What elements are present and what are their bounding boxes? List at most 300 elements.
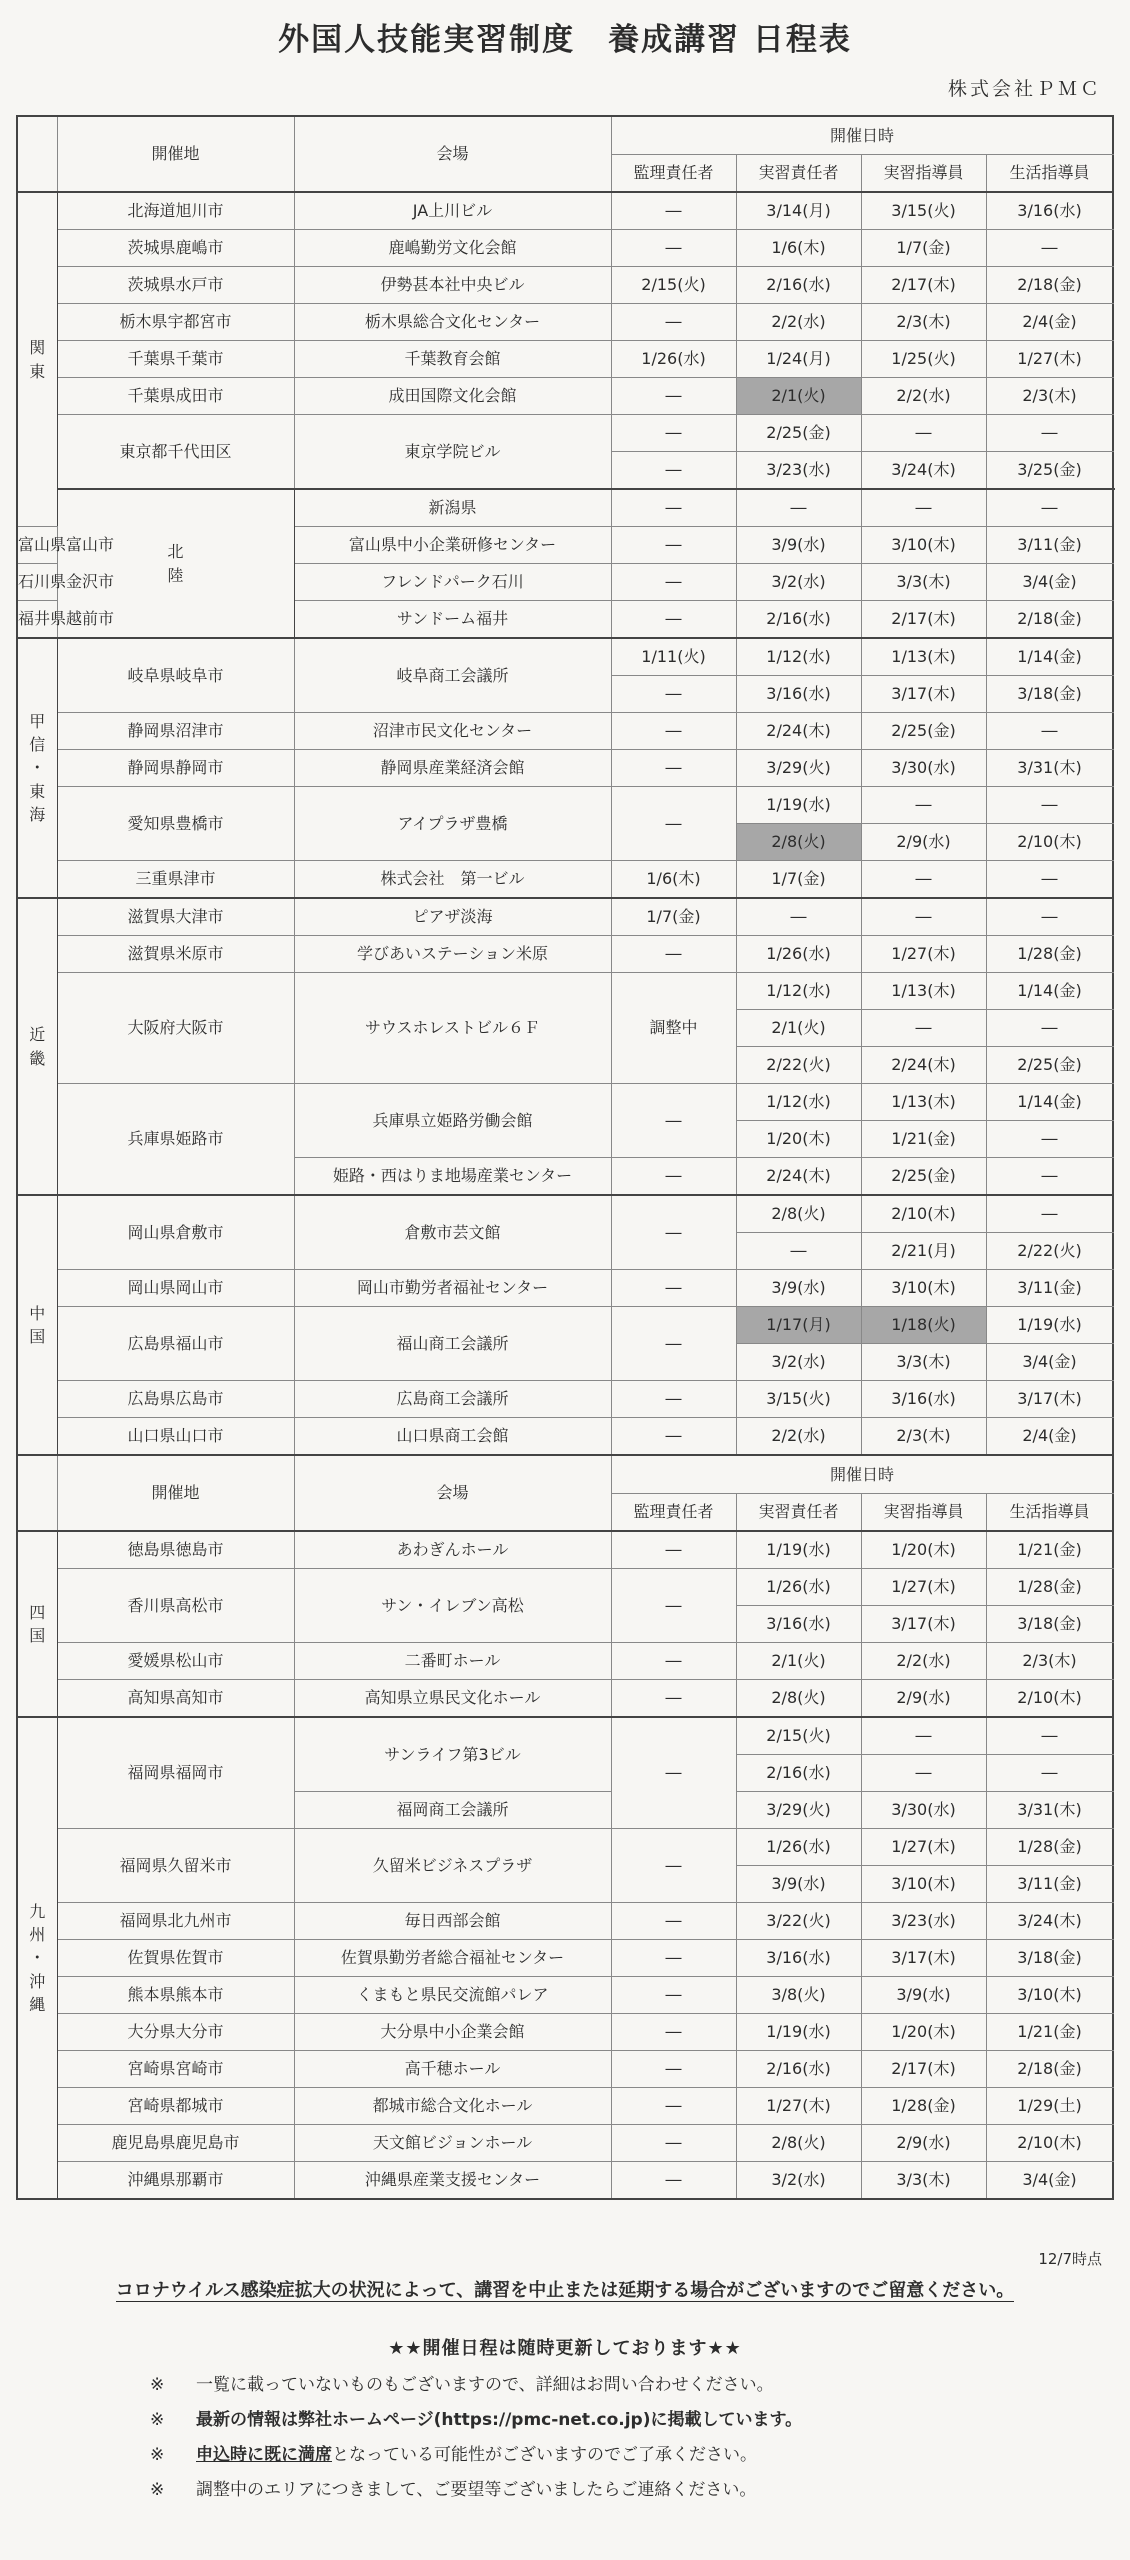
dash-cell: ―	[611, 1829, 736, 1903]
city-cell: 茨城県水戸市	[57, 267, 294, 304]
venue-cell: フレンドパーク石川	[294, 564, 611, 601]
date-cell: 2/17(木)	[861, 601, 986, 639]
date-cell: 2/15(火)	[736, 1717, 861, 1755]
dash-cell: ―	[861, 787, 986, 824]
date-cell: 3/2(水)	[736, 1344, 861, 1381]
header-role: 生活指導員	[986, 1494, 1113, 1532]
date-cell: 2/22(火)	[986, 1233, 1113, 1270]
dash-cell: ―	[861, 861, 986, 899]
header-venue-area: 開催地	[57, 1455, 294, 1531]
dash-cell: ―	[986, 1755, 1113, 1792]
city-cell: 滋賀県米原市	[57, 936, 294, 973]
date-cell: 3/15(火)	[736, 1381, 861, 1418]
dash-cell: ―	[611, 1195, 736, 1270]
date-cell: 3/18(金)	[986, 1606, 1113, 1643]
venue-cell: 東京学院ビル	[294, 415, 611, 490]
venue-cell: サウスホレストビル６Ｆ	[294, 973, 611, 1084]
dash-cell: ―	[611, 787, 736, 861]
note-item	[150, 2368, 1050, 2403]
date-cell: 2/1(火)	[736, 1643, 861, 1680]
dash-cell: ―	[986, 415, 1113, 452]
city-cell: 宮崎県宮崎市	[57, 2051, 294, 2088]
date-cell: 1/28(金)	[986, 936, 1113, 973]
date-cell: 3/17(木)	[861, 676, 986, 713]
venue-cell: ピアザ淡海	[294, 898, 611, 936]
date-cell: 1/6(木)	[611, 861, 736, 899]
date-cell: 2/18(金)	[986, 2051, 1113, 2088]
note-text-full: 申込時に既に満席	[196, 2445, 332, 2465]
date-cell-full: 2/1(火)	[736, 378, 861, 415]
note-item	[150, 2473, 1050, 2508]
city-cell: 新潟県	[294, 489, 611, 527]
venue-cell: 福岡商工会議所	[294, 1792, 611, 1829]
city-cell: 岡山県倉敷市	[57, 1195, 294, 1270]
date-cell: 1/29(土)	[986, 2088, 1113, 2125]
dash-cell: ―	[611, 1717, 736, 1829]
venue-cell: 高千穂ホール	[294, 2051, 611, 2088]
date-cell: 1/27(木)	[861, 936, 986, 973]
date-cell: 1/12(水)	[736, 973, 861, 1010]
date-cell-full: 1/17(月)	[736, 1307, 861, 1344]
dash-cell: ―	[986, 1010, 1113, 1047]
header-role: 実習責任者	[736, 1494, 861, 1532]
date-cell: 3/11(金)	[986, 1270, 1113, 1307]
city-cell: 富山県富山市	[17, 527, 57, 564]
dash-cell: ―	[611, 2014, 736, 2051]
date-cell: 3/10(木)	[986, 1977, 1113, 2014]
note-mark: ※	[150, 2375, 165, 2395]
date-cell: 2/18(金)	[986, 601, 1113, 639]
dash-cell: ―	[986, 1195, 1113, 1233]
city-cell: 栃木県宇都宮市	[57, 304, 294, 341]
dash-cell: ―	[611, 1569, 736, 1643]
region-label: 関 東	[17, 192, 57, 527]
date-cell: 3/25(金)	[986, 452, 1113, 490]
venue-cell: 大分県中小企業会館	[294, 2014, 611, 2051]
date-cell: 1/27(木)	[861, 1829, 986, 1866]
note-text: となっている可能性がございますのでご了承ください。	[332, 2445, 757, 2465]
date-cell: 3/9(水)	[861, 1977, 986, 2014]
header-role: 監理責任者	[611, 155, 736, 193]
date-cell: 3/22(火)	[736, 1903, 861, 1940]
date-cell: 2/10(木)	[986, 824, 1113, 861]
city-cell: 大分県大分市	[57, 2014, 294, 2051]
date-cell: 1/25(火)	[861, 341, 986, 378]
dash-cell: ―	[611, 2162, 736, 2200]
date-cell: 3/9(水)	[736, 1270, 861, 1307]
city-cell: 静岡県静岡市	[57, 750, 294, 787]
dash-cell: ―	[611, 936, 736, 973]
date-cell: 3/9(水)	[736, 1866, 861, 1903]
dash-cell: ―	[611, 564, 736, 601]
date-cell: 3/16(水)	[736, 1940, 861, 1977]
page-title: 外国人技能実習制度 養成講習 日程表	[278, 22, 852, 58]
venue-cell: 久留米ビジネスプラザ	[294, 1829, 611, 1903]
dash-cell: ―	[611, 1158, 736, 1196]
date-cell: 1/27(木)	[736, 2088, 861, 2125]
dash-cell: ―	[611, 1680, 736, 1718]
venue-cell: サンドーム福井	[294, 601, 611, 639]
notes-list	[150, 2368, 1050, 2508]
date-cell: 3/17(木)	[861, 1940, 986, 1977]
date-cell: 1/27(木)	[861, 1569, 986, 1606]
dash-cell: ―	[736, 898, 861, 936]
note-item	[150, 2438, 1050, 2473]
date-cell: 3/18(金)	[986, 1940, 1113, 1977]
date-cell: 2/16(水)	[736, 267, 861, 304]
date-cell: 1/19(水)	[986, 1307, 1113, 1344]
city-cell: 愛媛県松山市	[57, 1643, 294, 1680]
venue-cell: 岐阜商工会議所	[294, 638, 611, 713]
dash-cell: ―	[611, 676, 736, 713]
date-cell: 3/4(金)	[986, 2162, 1113, 2200]
dash-cell: ―	[611, 230, 736, 267]
date-cell: 3/2(水)	[736, 564, 861, 601]
dash-cell: ―	[736, 489, 861, 527]
dash-cell: ―	[861, 1010, 986, 1047]
date-cell: 2/9(水)	[861, 2125, 986, 2162]
date-cell: 3/16(水)	[861, 1381, 986, 1418]
dash-cell: ―	[861, 1717, 986, 1755]
date-cell: 2/25(金)	[861, 713, 986, 750]
date-cell: 2/2(水)	[861, 1643, 986, 1680]
date-cell: 3/11(金)	[986, 527, 1113, 564]
update-banner: ★★開催日程は随時更新しております★★	[388, 2338, 742, 2359]
venue-cell: あわぎんホール	[294, 1531, 611, 1569]
city-cell: 高知県高知市	[57, 1680, 294, 1718]
dash-cell: ―	[611, 452, 736, 490]
header-role: 実習指導員	[861, 155, 986, 193]
date-cell: 2/17(木)	[861, 2051, 986, 2088]
date-cell: 3/3(木)	[861, 1344, 986, 1381]
date-cell: 3/24(木)	[861, 452, 986, 490]
venue-cell: くまもと県民交流館パレア	[294, 1977, 611, 2014]
dash-cell: ―	[611, 1307, 736, 1381]
date-cell: 2/15(火)	[611, 267, 736, 304]
venue-cell: JA上川ビル	[294, 192, 611, 230]
date-cell: 1/24(月)	[736, 341, 861, 378]
dash-cell: ―	[611, 1270, 736, 1307]
region-label: 九 州 ・ 沖 縄	[17, 1717, 57, 2199]
dash-cell: ―	[611, 527, 736, 564]
city-cell: 広島県福山市	[57, 1307, 294, 1381]
date-cell: 2/25(金)	[736, 415, 861, 452]
dash-cell: ―	[986, 898, 1113, 936]
header-venue: 会場	[294, 1455, 611, 1531]
venue-cell: 学びあいステーション米原	[294, 936, 611, 973]
venue-cell: アイプラザ豊橋	[294, 787, 611, 861]
venue-cell: 鹿嶋勤労文化会館	[294, 230, 611, 267]
city-cell: 福井県越前市	[17, 601, 57, 639]
date-cell: 2/21(月)	[861, 1233, 986, 1270]
dash-cell: ―	[986, 1158, 1113, 1196]
date-cell: 1/26(水)	[736, 936, 861, 973]
date-cell: 1/20(木)	[736, 1121, 861, 1158]
dash-cell: ―	[986, 1717, 1113, 1755]
date-cell: 1/20(木)	[861, 1531, 986, 1569]
venue-cell: 二番町ホール	[294, 1643, 611, 1680]
venue-cell: 毎日西部会館	[294, 1903, 611, 1940]
date-cell: 1/19(水)	[736, 1531, 861, 1569]
dash-cell: ―	[861, 1755, 986, 1792]
date-cell: 3/14(月)	[736, 192, 861, 230]
date-cell: 3/16(水)	[736, 1606, 861, 1643]
dash-cell: ―	[611, 378, 736, 415]
date-cell: 3/3(木)	[861, 564, 986, 601]
dash-cell: ―	[611, 1643, 736, 1680]
city-cell: 東京都千代田区	[57, 415, 294, 490]
venue-cell: 倉敷市芸文館	[294, 1195, 611, 1270]
header-corner	[17, 116, 57, 192]
date-cell: 2/10(木)	[986, 1680, 1113, 1718]
header-role: 監理責任者	[611, 1494, 736, 1532]
venue-cell: 福山商工会議所	[294, 1307, 611, 1381]
date-cell: 3/10(木)	[861, 527, 986, 564]
dash-cell: ―	[611, 1977, 736, 2014]
note-text: 一覧に載っていないものもございますので、詳細はお問い合わせください。	[196, 2375, 774, 2395]
date-cell: 1/28(金)	[861, 2088, 986, 2125]
venue-cell: 都城市総合文化ホール	[294, 2088, 611, 2125]
venue-cell: 富山県中小企業研修センター	[294, 527, 611, 564]
header-venue: 会場	[294, 116, 611, 192]
date-cell: 3/9(水)	[736, 527, 861, 564]
city-cell: 愛知県豊橋市	[57, 787, 294, 861]
dash-cell: ―	[611, 713, 736, 750]
dash-cell: ―	[611, 489, 736, 527]
date-cell: 1/20(木)	[861, 2014, 986, 2051]
region-label: 近 畿	[17, 898, 57, 1195]
city-cell: 宮崎県都城市	[57, 2088, 294, 2125]
date-cell: 3/30(水)	[861, 750, 986, 787]
date-cell: 2/24(木)	[736, 713, 861, 750]
date-cell: 3/29(火)	[736, 1792, 861, 1829]
date-cell: 2/22(火)	[736, 1047, 861, 1084]
dash-cell: ―	[611, 1418, 736, 1456]
city-cell: 沖縄県那覇市	[57, 2162, 294, 2200]
dash-cell: ―	[861, 489, 986, 527]
dash-cell: ―	[611, 1381, 736, 1418]
date-cell: 2/4(金)	[986, 1418, 1113, 1456]
city-cell: 静岡県沼津市	[57, 713, 294, 750]
date-cell: 2/18(金)	[986, 267, 1113, 304]
date-cell: 1/28(金)	[986, 1829, 1113, 1866]
dash-cell: ―	[986, 861, 1113, 899]
header-role: 実習責任者	[736, 155, 861, 193]
venue-cell: 広島商工会議所	[294, 1381, 611, 1418]
date-cell: 3/18(金)	[986, 676, 1113, 713]
header-corner	[17, 1455, 57, 1531]
date-cell: 2/25(金)	[986, 1047, 1113, 1084]
date-cell: 2/3(木)	[986, 1643, 1113, 1680]
date-cell: 1/7(金)	[736, 861, 861, 899]
dash-cell: ―	[986, 489, 1113, 527]
date-cell: 2/3(木)	[986, 378, 1113, 415]
date-cell: 1/13(木)	[861, 638, 986, 676]
city-cell: 大阪府大阪市	[57, 973, 294, 1084]
dash-cell: ―	[611, 1084, 736, 1158]
venue-cell: サンライフ第3ビル	[294, 1717, 611, 1792]
date-cell: 3/4(金)	[986, 564, 1113, 601]
date-cell: 1/12(水)	[736, 638, 861, 676]
region-label: 北 陸	[57, 489, 294, 638]
city-cell: 福岡県福岡市	[57, 1717, 294, 1829]
note-item	[150, 2403, 1050, 2438]
dash-cell: ―	[611, 304, 736, 341]
date-cell: 2/2(水)	[736, 304, 861, 341]
date-cell: 2/24(木)	[736, 1158, 861, 1196]
date-cell: 調整中	[611, 973, 736, 1084]
dash-cell: ―	[611, 1531, 736, 1569]
date-cell: 3/30(水)	[861, 1792, 986, 1829]
date-cell: 1/28(金)	[986, 1569, 1113, 1606]
dash-cell: ―	[861, 415, 986, 452]
date-cell: 3/23(水)	[861, 1903, 986, 1940]
date-cell: 2/16(水)	[736, 601, 861, 639]
date-cell: 3/2(水)	[736, 2162, 861, 2200]
date-cell: 2/8(火)	[736, 2125, 861, 2162]
city-cell: 熊本県熊本市	[57, 1977, 294, 2014]
date-cell: 3/4(金)	[986, 1344, 1113, 1381]
city-cell: 福岡県北九州市	[57, 1903, 294, 1940]
dash-cell: ―	[986, 230, 1113, 267]
date-cell: 1/21(金)	[861, 1121, 986, 1158]
venue-cell: 高知県立県民文化ホール	[294, 1680, 611, 1718]
note-text-website: 最新の情報は弊社ホームページ(https://pmc-net.co.jp)に掲載しています。	[196, 2410, 803, 2430]
city-cell: 徳島県徳島市	[57, 1531, 294, 1569]
covid-notice-text: コロナウイルス感染症拡大の状況によって、講習を中止または延期する場合がございますのでご留意ください。	[115, 2280, 1015, 2301]
city-cell: 福岡県久留米市	[57, 1829, 294, 1903]
date-cell: 1/14(金)	[986, 1084, 1113, 1121]
city-cell: 鹿児島県鹿児島市	[57, 2125, 294, 2162]
date-cell: 1/27(木)	[986, 341, 1113, 378]
dash-cell: ―	[986, 787, 1113, 824]
date-cell: 1/7(金)	[611, 898, 736, 936]
date-cell: 1/12(水)	[736, 1084, 861, 1121]
date-cell: 1/21(金)	[986, 2014, 1113, 2051]
date-cell: 2/8(火)	[736, 1680, 861, 1718]
date-cell: 3/31(木)	[986, 750, 1113, 787]
as-of-date: 12/7時点	[1038, 2250, 1102, 2268]
dash-cell: ―	[986, 713, 1113, 750]
date-cell: 1/19(水)	[736, 787, 861, 824]
city-cell: 兵庫県姫路市	[57, 1084, 294, 1196]
date-cell: 3/24(木)	[986, 1903, 1113, 1940]
date-cell: 2/16(水)	[736, 2051, 861, 2088]
dash-cell: ―	[611, 2125, 736, 2162]
date-cell-full: 2/8(火)	[736, 824, 861, 861]
date-cell: 3/17(木)	[861, 1606, 986, 1643]
date-cell: 2/17(木)	[861, 267, 986, 304]
city-cell: 山口県山口市	[57, 1418, 294, 1456]
date-cell: 1/11(火)	[611, 638, 736, 676]
date-cell: 3/11(金)	[986, 1866, 1113, 1903]
dash-cell: ―	[611, 415, 736, 452]
city-cell: 広島県広島市	[57, 1381, 294, 1418]
schedule-table	[16, 115, 1114, 2200]
venue-cell: 佐賀県勤労者総合福祉センター	[294, 1940, 611, 1977]
date-cell: 2/9(水)	[861, 1680, 986, 1718]
city-cell: 岡山県岡山市	[57, 1270, 294, 1307]
date-cell: 3/8(火)	[736, 1977, 861, 2014]
dash-cell: ―	[611, 601, 736, 639]
date-cell: 2/10(木)	[986, 2125, 1113, 2162]
city-cell: 千葉県成田市	[57, 378, 294, 415]
dash-cell: ―	[611, 1903, 736, 1940]
venue-cell: 静岡県産業経済会館	[294, 750, 611, 787]
date-cell: 3/10(木)	[861, 1270, 986, 1307]
venue-cell: 千葉教育会館	[294, 341, 611, 378]
city-cell: 三重県津市	[57, 861, 294, 899]
region-label: 甲 信 ・ 東 海	[17, 638, 57, 898]
date-cell: 1/14(金)	[986, 973, 1113, 1010]
date-cell-full: 1/18(火)	[861, 1307, 986, 1344]
date-cell: 1/14(金)	[986, 638, 1113, 676]
covid-notice	[0, 2276, 1130, 2302]
date-cell: 2/9(水)	[861, 824, 986, 861]
header-dates: 開催日時	[611, 116, 1113, 155]
date-cell: 2/24(木)	[861, 1047, 986, 1084]
date-cell: 3/31(木)	[986, 1792, 1113, 1829]
venue-cell: 栃木県総合文化センター	[294, 304, 611, 341]
note-mark: ※	[150, 2445, 165, 2465]
venue-cell: 天文館ビジョンホール	[294, 2125, 611, 2162]
dash-cell: ―	[611, 750, 736, 787]
venue-cell: 兵庫県立姫路労働会館	[294, 1084, 611, 1158]
date-cell: 2/25(金)	[861, 1158, 986, 1196]
date-cell: 2/10(木)	[861, 1195, 986, 1233]
date-cell: 1/26(水)	[736, 1829, 861, 1866]
venue-cell: 株式会社 第一ビル	[294, 861, 611, 899]
date-cell: 1/26(水)	[611, 341, 736, 378]
date-cell: 3/23(水)	[736, 452, 861, 490]
date-cell: 3/29(火)	[736, 750, 861, 787]
date-cell: 2/2(水)	[736, 1418, 861, 1456]
header-venue-area: 開催地	[57, 116, 294, 192]
date-cell: 1/6(木)	[736, 230, 861, 267]
dash-cell: ―	[861, 898, 986, 936]
date-cell: 2/4(金)	[986, 304, 1113, 341]
dash-cell: ―	[611, 1940, 736, 1977]
venue-cell: 沖縄県産業支援センター	[294, 2162, 611, 2200]
dash-cell: ―	[611, 2051, 736, 2088]
city-cell: 北海道旭川市	[57, 192, 294, 230]
city-cell: 石川県金沢市	[17, 564, 57, 601]
date-cell: 1/21(金)	[986, 1531, 1113, 1569]
dash-cell: ―	[986, 1121, 1113, 1158]
venue-cell: 山口県商工会館	[294, 1418, 611, 1456]
venue-cell: 沼津市民文化センター	[294, 713, 611, 750]
header-role: 生活指導員	[986, 155, 1113, 193]
venue-cell: 伊勢甚本社中央ビル	[294, 267, 611, 304]
venue-cell: サン・イレブン高松	[294, 1569, 611, 1643]
date-cell: 1/26(水)	[736, 1569, 861, 1606]
date-cell: 2/3(木)	[861, 1418, 986, 1456]
dash-cell: ―	[611, 192, 736, 230]
date-cell: 3/17(木)	[986, 1381, 1113, 1418]
city-cell: 茨城県鹿嶋市	[57, 230, 294, 267]
header-dates: 開催日時	[611, 1455, 1113, 1494]
date-cell: 1/19(水)	[736, 2014, 861, 2051]
venue-cell: 成田国際文化会館	[294, 378, 611, 415]
note-mark: ※	[150, 2480, 165, 2500]
date-cell: 3/10(木)	[861, 1866, 986, 1903]
dash-cell: ―	[736, 1233, 861, 1270]
header-role: 実習指導員	[861, 1494, 986, 1532]
city-cell: 千葉県千葉市	[57, 341, 294, 378]
dash-cell: ―	[611, 2088, 736, 2125]
date-cell: 3/3(木)	[861, 2162, 986, 2200]
region-label: 中 国	[17, 1195, 57, 1455]
